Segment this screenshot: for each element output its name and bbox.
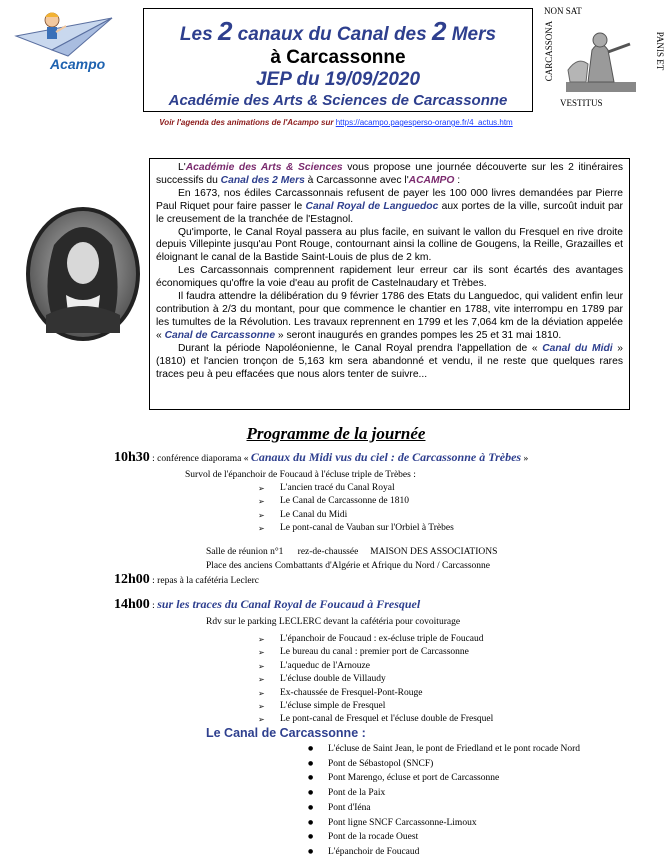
list-item: ● L'écluse de Saint Jean, le pont de Friedland et le pont rocade Nord <box>306 742 666 757</box>
list-item: ➢ Le bureau du canal : premier port de Carcassonne <box>258 646 670 659</box>
list-item: ➢ Le Canal de Carcassonne de 1810 <box>258 495 670 508</box>
programme-title: Programme de la journée <box>246 424 426 443</box>
session-3-list <box>258 633 670 727</box>
list-item: ➢ L'écluse double de Villaudy <box>258 673 670 686</box>
portrait-image <box>24 205 142 343</box>
seal-top-text: NON SAT <box>544 6 582 16</box>
intro-paragraph: Les Carcassonnais comprennent rapidement leur erreur car ils sont écartés des avantages économiques qu'offre la voie d'eau au profit de Castelnaudary et Trèbes. <box>156 265 623 290</box>
session-title: Canaux du Midi vus du ciel : de Carcassonne à Trèbes <box>250 450 522 464</box>
list-item: ➢ L'écluse simple de Fresquel <box>258 700 670 713</box>
session-1200: 12h00 : repas à la cafétéria Leclerc <box>114 572 259 587</box>
seal-right-text: PANIS ET <box>655 31 665 71</box>
list-item: ● Pont de la rocade Ouest <box>306 830 666 845</box>
list-item: ● Pont d'Iéna <box>306 801 666 816</box>
list-item: ● Pont de la Paix <box>306 786 666 801</box>
canal-carcassonne-title: Le Canal de Carcassonne : <box>206 726 366 740</box>
session-rdv: Rdv sur le parking LECLERC devant la cafétéria pour covoiturage <box>206 617 461 627</box>
list-item: ● Pont de Sébastopol (SNCF) <box>306 757 666 772</box>
list-item: ➢ L'aqueduc de l'Arnouze <box>258 660 670 673</box>
intro-text-box <box>149 158 630 410</box>
intro-paragraph: L'Académie des Arts & Sciences vous propose une journée découverte sur les 2 itinéraires successifs du Canal des 2 Mers à Carcassonne avec l'ACAMPO : <box>156 162 623 186</box>
seal-left-text: CARCASSONA <box>544 20 554 82</box>
list-item: ● Pont ligne SNCF Carcassonne-Limoux <box>306 816 666 831</box>
intro-paragraph: Durant la période Napoléonienne, le Canal Royal prendra l'appellation de « Canal du Midi » (1810) et l'ancien tronçon de 5,163 km sera abandonné et vendu, il ne reste que quelques rares traces peu à peu effacées que nous alors tenter de suivre... <box>156 342 624 380</box>
session-1400: 14h00 : sur les traces du Canal Royal de Foucaud à Fresquel Rdv sur le parking LECLERC devant la cafétéria pour covoiturage ➢ L'épanchoir de Foucaud : ex-écluse triple de Foucaud ➢ Le bureau du canal : premier port de Carcassonne ➢ L'aqueduc de l'Arnouze ➢ L'écluse double de Villaudy ➢ Ex-chaussée de Fresquel-Pont-Rouge ➢ L'écluse simple de Fresquel ➢ Le pont-canal de Fresquel et l'écluse double de Fresquel <box>114 595 670 727</box>
intro-paragraph: Il faudra attendre la délibération du 9 février 1786 des Etats du Languedoc, qui valident enfin leur contribution à 2/3 du montant, pour que commence le chantier en 1788, vite interrompu en 1789 par les tumultes de la Révolution. Les travaux reprennent en 1799 et les 7,064 km de la déviation appelée « Canal de Carcassonne » seront inaugurés en grandes pompes les 25 et 31 mai 1810. <box>156 291 623 341</box>
session-time: 14h00 <box>114 597 150 612</box>
list-item: ➢ Ex-chaussée de Fresquel-Pont-Rouge <box>258 687 670 700</box>
event-date: JEP du 19/09/2020 <box>255 69 421 90</box>
agenda-line <box>0 118 672 127</box>
logo-text: Acampo <box>50 56 106 72</box>
session-1030: 10h30 : conférence diaporama « Canaux du Midi vus du ciel : de Carcassonne à Trèbes » Survol de l'épanchoir de Foucaud à l'écluse triple de Trèbes : ➢ L'ancien tracé du Canal Royal ➢ Le Canal de Carcassonne de 1810 ➢ Le Canal du Midi ➢ Le pont-canal de Vauban sur l'Orbiel à Trèbes Salle de réunion n°1 rez-de-chaussée MAISON DES ASSOCIATIONS Place des anciens Combattants d'Algérie et Afrique du Nord / Carcassonne <box>114 448 670 573</box>
session-title: sur les traces du Canal Royal de Foucaud à Fresquel <box>157 597 421 611</box>
portrait-icon <box>24 205 142 343</box>
venue-line-2: Place des anciens Combattants d'Algérie et Afrique du Nord / Carcassonne <box>206 560 490 571</box>
main-title: Les 2 canaux du Canal des 2 Mers <box>179 16 497 46</box>
acampo-logo <box>12 6 130 78</box>
venue-line-1: Salle de réunion n°1 rez-de-chaussée MAISON DES ASSOCIATIONS <box>206 546 498 557</box>
intro-paragraph: En 1673, nos édiles Carcassonnais refusent de payer les 100 000 livres demandées par Pierre Paul Riquet pour faire passer le Canal Royal de Languedoc aux portes de la ville, surcoût induit par le creusement de la tranchée de l'Estagnol. <box>156 187 623 225</box>
subtitle: à Carcassonne <box>270 47 406 68</box>
list-item: ● L'épanchoir de Foucaud <box>306 845 666 860</box>
allegorical-figure-icon <box>558 20 644 96</box>
intro-paragraph: Qu'importe, le Canal Royal passera au plus facile, en suivant le vallon du Fresquel en rive droite depuis Villepinte jusqu'au Pont Rouge, contournant ainsi la colline de Gougens, la Reille, Grazailles et éloignant le canal de la Bastide Saint-Louis de plus de 2 km. <box>156 226 623 264</box>
list-item: ➢ L'ancien tracé du Canal Royal <box>258 482 670 495</box>
list-item: ➢ Le pont-canal de Vauban sur l'Orbiel à Trèbes <box>258 522 670 535</box>
title-box <box>143 8 533 112</box>
agenda-label: Voir l'agenda des animations de l'Acampo sur <box>159 118 336 127</box>
canal-carcassonne-list <box>306 742 666 860</box>
carcassonne-seal <box>540 6 668 110</box>
organizer: Académie des Arts & Sciences de Carcassonne <box>168 92 508 109</box>
list-item: ● Pont Marengo, écluse et port de Carcassonne <box>306 771 666 786</box>
session-desc: Survol de l'épanchoir de Foucaud à l'écluse triple de Trèbes : <box>185 470 416 480</box>
list-item: ➢ L'épanchoir de Foucaud : ex-écluse triple de Foucaud <box>258 633 670 646</box>
list-item: ➢ Le pont-canal de Fresquel et l'écluse double de Fresquel <box>258 713 670 726</box>
list-item: ➢ Le Canal du Midi <box>258 509 670 522</box>
session-1-list <box>258 482 670 536</box>
seal-bottom-text: VESTITUS <box>560 98 603 108</box>
session-time: 12h00 <box>114 572 150 587</box>
agenda-link[interactable]: https://acampo.pagesperso-orange.fr/4_actus.htm <box>335 118 513 127</box>
session-time: 10h30 <box>114 450 150 465</box>
